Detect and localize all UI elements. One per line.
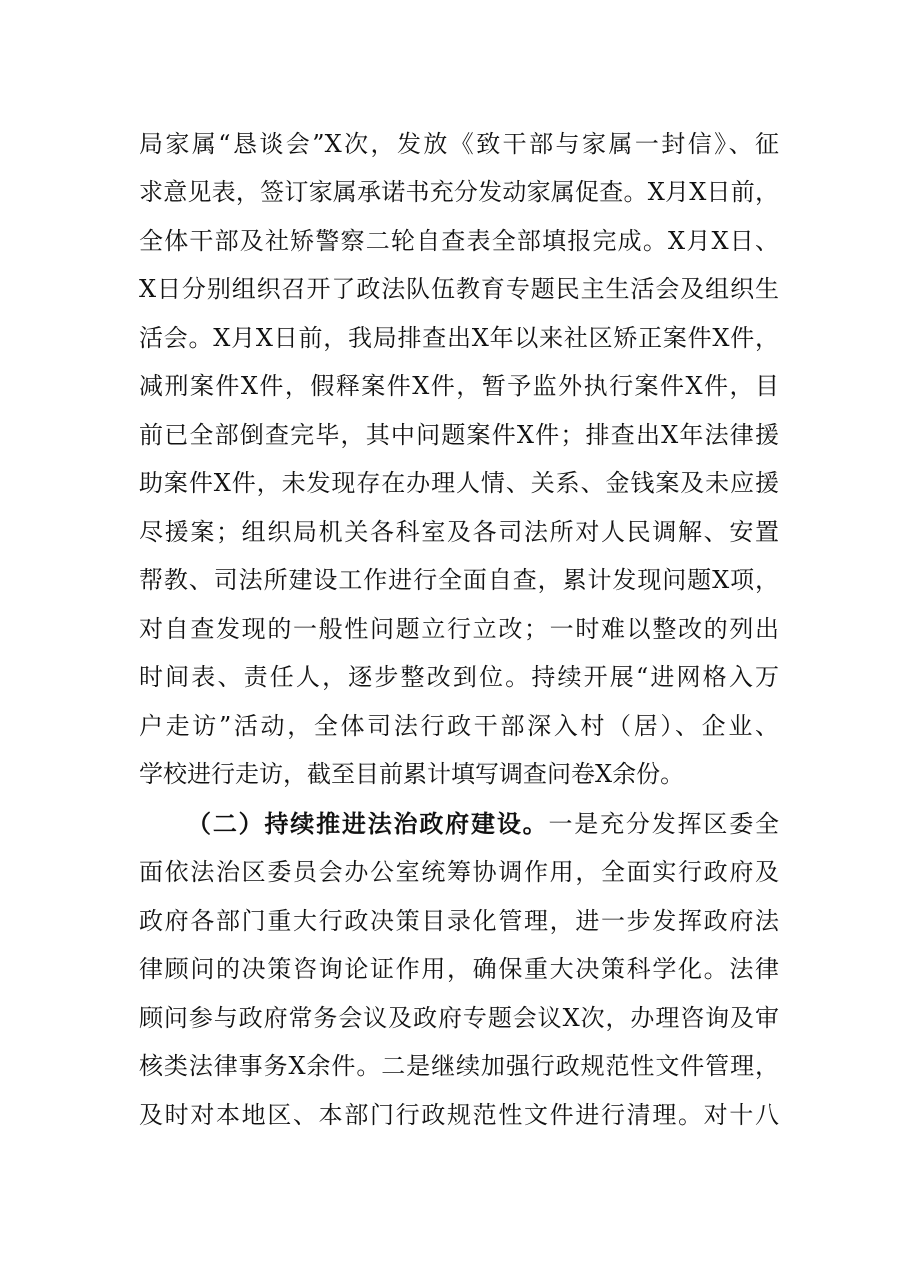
paragraph-line: 及时对本地区、本部门行政规范性文件进行清理。对十八 — [139, 1101, 779, 1129]
paragraph-line: 对自查发现的一般性问题立行立改；一时难以整改的列出 — [139, 615, 779, 643]
paragraph-line: 全体干部及社矫警察二轮自查表全部填报完成。X月X日、 — [139, 227, 779, 255]
paragraph-line: 户走访”活动，全体司法行政干部深入村（居）、企业、 — [139, 712, 779, 740]
paragraph-line: 律顾问的决策咨询论证作用，确保重大决策科学化。法律 — [139, 955, 779, 983]
paragraph-line: 顾问参与政府常务会议及政府专题会议X次，办理咨询及审 — [139, 1004, 779, 1032]
paragraph-line: 时间表、责任人，逐步整改到位。持续开展“进网格入万 — [139, 663, 779, 691]
paragraph-line: 求意见表，签订家属承诺书充分发动家属促查。X月X日前， — [139, 178, 779, 206]
section-heading: （二）持续推进法治政府建设。 — [187, 809, 549, 838]
paragraph-line: 局家属“恳谈会”X次，发放《致干部与家属一封信》、征 — [139, 130, 779, 158]
paragraph-line: 活会。X月X日前，我局排查出X年以来社区矫正案件X件， — [139, 324, 779, 352]
paragraph-line: 前已全部倒查完毕，其中问题案件X件；排查出X年法律援 — [139, 421, 779, 449]
paragraph-line: 尽援案；组织局机关各科室及各司法所对人民调解、安置 — [139, 518, 779, 546]
paragraph-line: X日分别组织召开了政法队伍教育专题民主生活会及组织生 — [139, 275, 779, 303]
paragraph-line: 帮教、司法所建设工作进行全面自查，累计发现问题X项， — [139, 566, 779, 594]
paragraph-line: 核类法律事务X余件。二是继续加强行政规范性文件管理， — [139, 1052, 779, 1080]
paragraph-line: 政府各部门重大行政决策目录化管理，进一步发挥政府法 — [139, 907, 779, 935]
paragraph-line-last: 学校进行走访，截至目前累计填写调查问卷X余份。 — [139, 760, 685, 788]
paragraph-line: 减刑案件X件，假释案件X件，暂予监外执行案件X件，目 — [139, 372, 779, 400]
paragraph-line: 助案件X件，未发现存在办理人情、关系、金钱案及未应援 — [139, 469, 779, 497]
heading-line-rest: 一是充分发挥区委全 — [548, 810, 780, 838]
paragraph-first-line — [187, 808, 779, 840]
paragraph-line: 面依法治区委员会办公室统筹协调作用，全面实行政府及 — [139, 858, 779, 886]
